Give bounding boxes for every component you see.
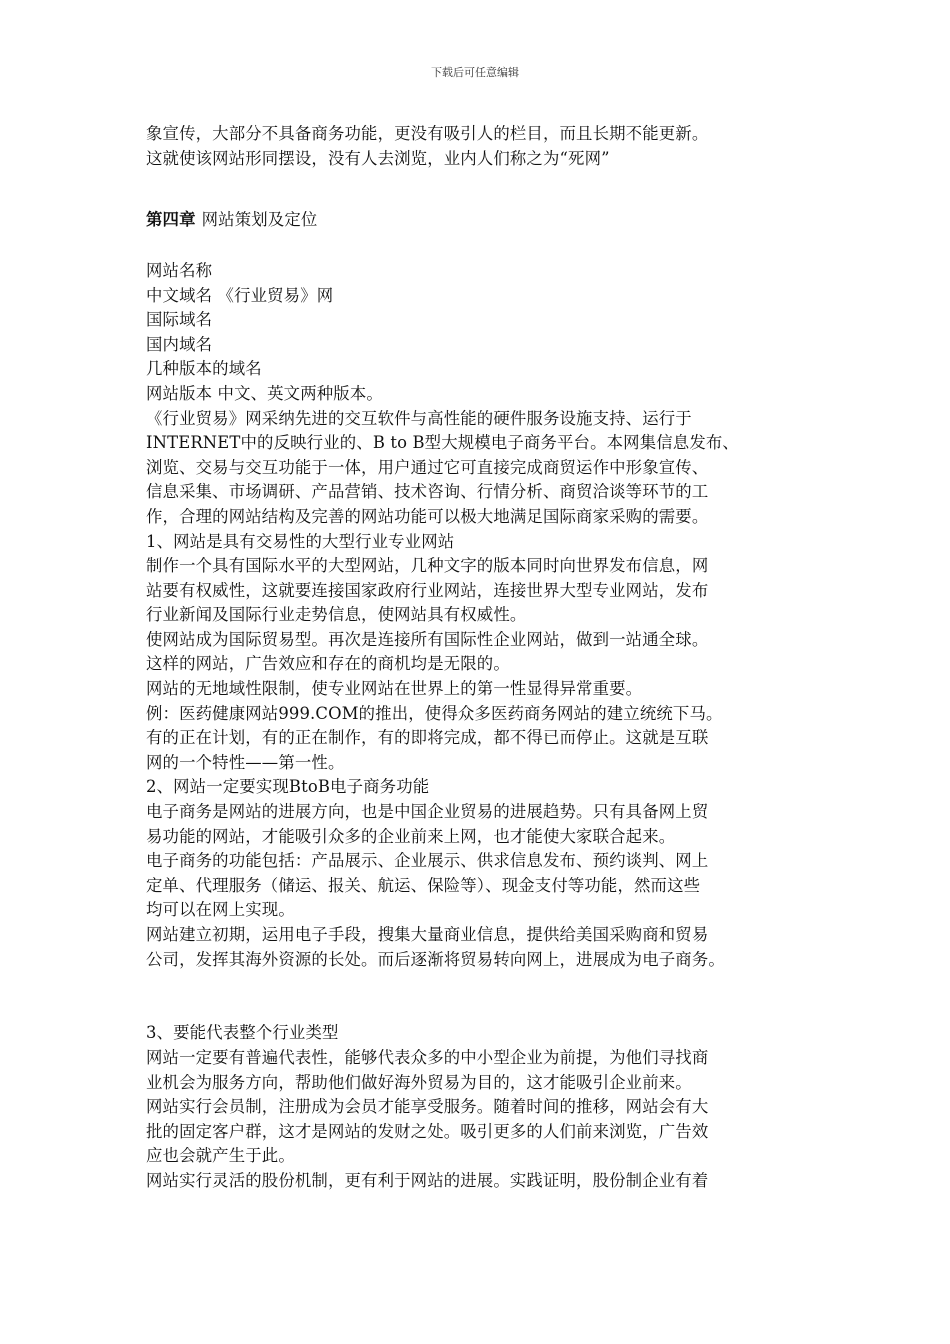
body-line: 几种版本的域名 <box>146 359 262 379</box>
document-body <box>146 122 806 1194</box>
body-line: 网站的无地域性限制，使专业网站在世界上的第一性显得异常重要。 <box>146 679 643 699</box>
body-line: 网站一定要有普遍代表性，能够代表众多的中小型企业为前提，为他们寻找商 <box>146 1047 709 1067</box>
section-block-2 <box>146 1021 806 1193</box>
body-line: 国际域名 <box>146 310 213 330</box>
body-line: INTERNET中的反映行业的、B to B型大规模电子商务平台。本网集信息发布、 <box>146 433 739 453</box>
section-heading-1: 1、网站是具有交易性的大型行业专业网站 <box>146 531 455 551</box>
body-line: 均可以在网上实现。 <box>146 900 295 920</box>
spacer <box>146 997 806 1022</box>
body-line: 网站实行会员制，注册成为会员才能享受服务。随着时间的推移，网站会有大 <box>146 1097 709 1117</box>
body-line: 《行业贸易》网采纳先进的交互软件与高性能的硬件服务设施支持、运行于 <box>146 408 692 428</box>
body-line: 信息采集、市场调研、产品营销、技术咨询、行情分析、商贸洽谈等环节的工 <box>146 482 709 502</box>
body-line: 业机会为服务方向，帮助他们做好海外贸易为目的，这才能吸引企业前来。 <box>146 1072 692 1092</box>
body-line: 使网站成为国际贸易型。再次是连接所有国际性企业网站，做到一站通全球。 <box>146 629 709 649</box>
spacer <box>146 972 806 997</box>
body-line: 国内域名 <box>146 334 213 354</box>
body-line: 浏览、交易与交互功能于一体，用户通过它可直接完成商贸运作中形象宣传、 <box>146 457 709 477</box>
body-line: 网的一个特性——第一性。 <box>146 752 345 772</box>
body-line: 例：医药健康网站999.COM的推出，使得众多医药商务网站的建立统统下马。 <box>146 703 723 723</box>
body-line: 站要有权威性，这就要连接国家政府行业网站，连接世界大型专业网站，发布 <box>146 580 709 600</box>
body-line: 易功能的网站，才能吸引众多的企业前来上网，也才能使大家联合起来。 <box>146 826 676 846</box>
body-line: 有的正在计划，有的正在制作，有的即将完成，都不得已而停止。这就是互联 <box>146 728 709 748</box>
body-line: 网站名称 <box>146 260 213 280</box>
body-line: 网站建立初期，运用电子手段，搜集大量商业信息，提供给美国采购商和贸易 <box>146 925 709 944</box>
spacer <box>146 171 806 196</box>
section-heading-3: 3、要能代表整个行业类型 <box>146 1023 339 1043</box>
body-line: 应也会就产生于此。 <box>146 1146 295 1166</box>
body-line: 这样的网站，广告效应和存在的商机均是无限的。 <box>146 654 510 674</box>
chapter-heading <box>146 208 806 233</box>
body-line: 制作一个具有国际水平的大型网站，几种文字的版本同时向世界发布信息，网 <box>146 556 709 576</box>
chapter-title: 网站策划及定位 <box>201 210 318 230</box>
intro-line: 这就使该网站形同摆设，没有人去浏览，业内人们称之为“死网” <box>146 148 610 168</box>
body-line: 电子商务的功能包括：产品展示、企业展示、供求信息发布、预约谈判、网上 <box>146 851 709 871</box>
body-line: 电子商务是网站的进展方向，也是中国企业贸易的进展趋势。只有具备网上贸 <box>146 802 709 822</box>
body-line: 作，合理的网站结构及完善的网站功能可以极大地满足国际商家采购的需要。 <box>146 506 709 526</box>
body-line: 公司，发挥其海外资源的长处。而后逐渐将贸易转向网上，进展成为电子商务。 <box>146 949 725 969</box>
section-heading-2: 2、网站一定要实现BtoB电子商务功能 <box>146 777 430 797</box>
chapter-number: 第四章 <box>146 210 196 230</box>
body-line: 网站版本 中文、英文两种版本。 <box>146 383 383 403</box>
body-line: 网站实行灵活的股份机制，更有利于网站的进展。实践证明，股份制企业有着 <box>146 1170 709 1190</box>
page-header: 下载后可任意编辑 <box>431 66 519 79</box>
body-line: 定单、代理服务（储运、报关、航运、保险等）、现金支付等功能，然而这些 <box>146 875 701 895</box>
body-line: 行业新闻及国际行业走势信息，使网站具有权威性。 <box>146 605 527 625</box>
intro-line: 象宣传，大部分不具备商务功能，更没有吸引人的栏目，而且长期不能更新。 <box>146 124 709 143</box>
section-block-1 <box>146 259 806 972</box>
body-line: 批的固定客户群，这才是网站的发财之处。吸引更多的人们前来浏览，广告效 <box>146 1121 709 1141</box>
body-line: 中文域名 《行业贸易》网 <box>146 285 334 305</box>
